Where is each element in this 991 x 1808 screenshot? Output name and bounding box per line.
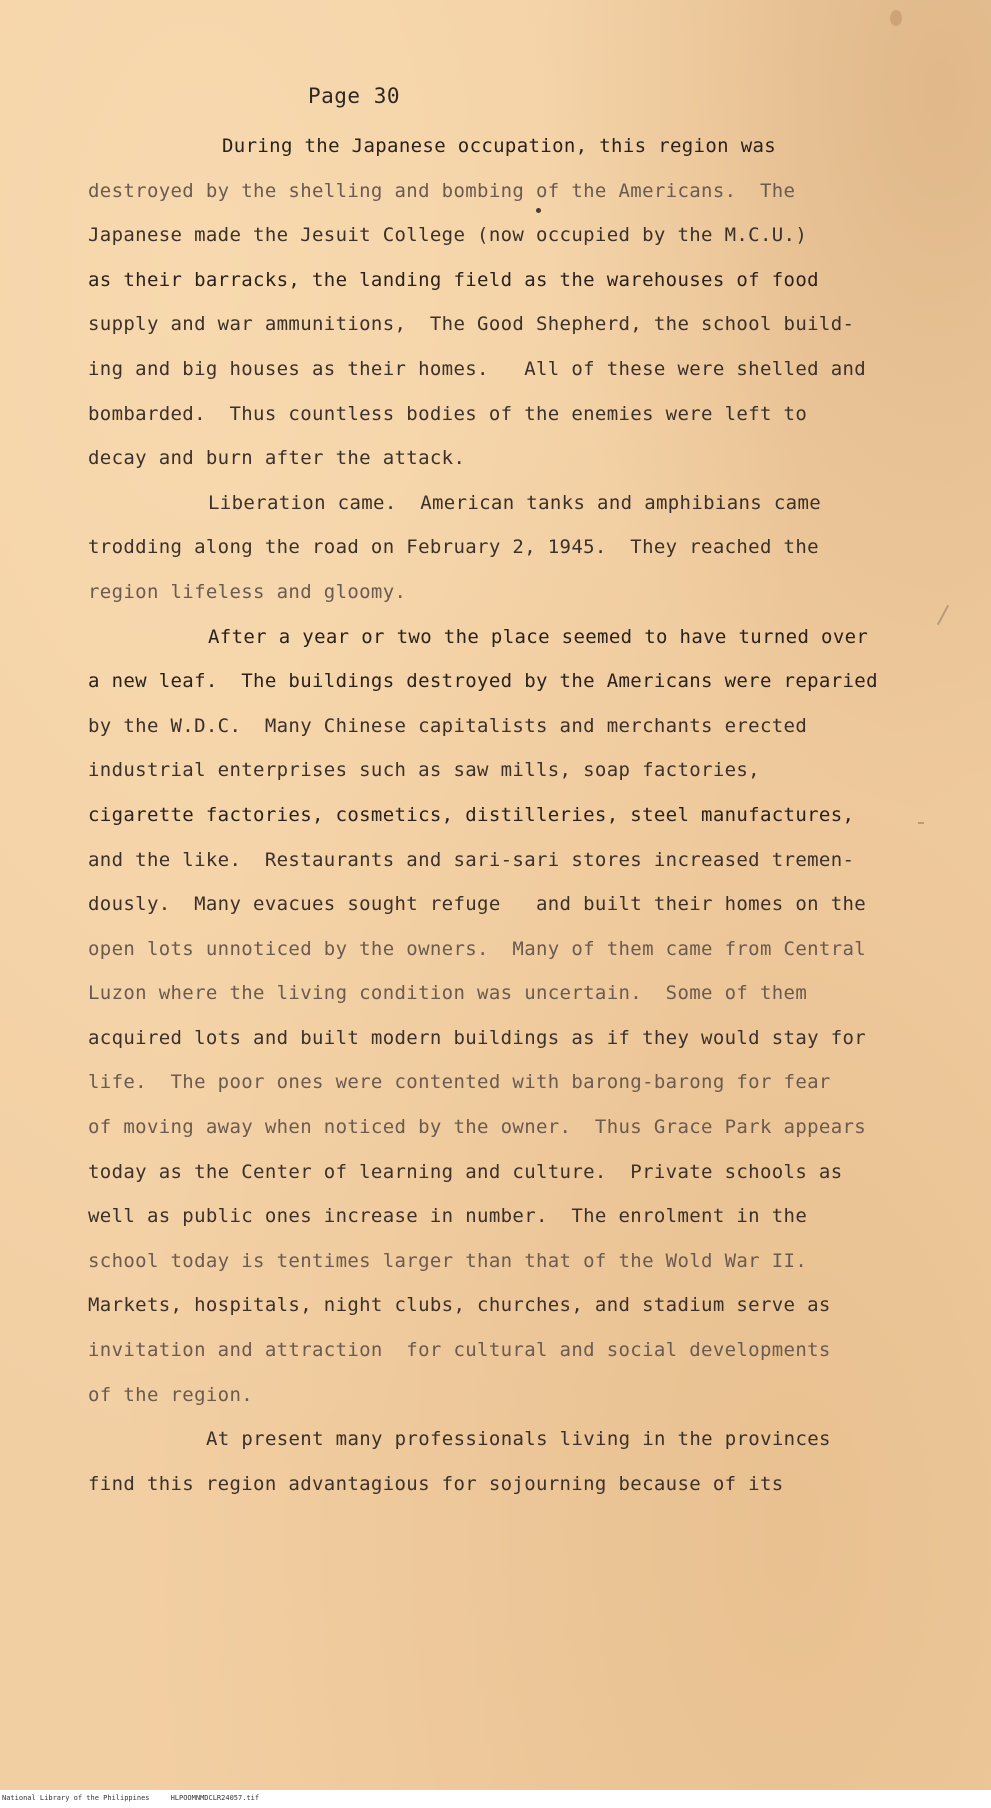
ink-speck bbox=[536, 208, 541, 213]
text-line: bombarded. Thus countless bodies of the enemies were left to bbox=[88, 402, 808, 425]
scan-footer bbox=[0, 1790, 991, 1808]
text-line: destroyed by the shelling and bombing of the Americans. The bbox=[88, 179, 796, 202]
text-line: today as the Center of learning and culture. Private schools as bbox=[88, 1160, 843, 1183]
text-line: trodding along the road on February 2, 1945. They reached the bbox=[88, 536, 819, 559]
text-line: Liberation came. American tanks and amphibians came bbox=[208, 491, 822, 514]
text-line: as their barracks, the landing field as the warehouses of food bbox=[88, 268, 819, 291]
paragraph-occupation bbox=[88, 124, 918, 481]
text-line: region lifeless and gloomy. bbox=[88, 580, 407, 603]
scan-source-label: National Library of the Philippines HLPOOMNMDCLR24057.tif bbox=[2, 1794, 260, 1802]
page-number: Page 30 bbox=[308, 84, 401, 108]
text-line: invitation and attraction for cultural and social developments bbox=[88, 1339, 831, 1362]
text-line: school today is tentimes larger than that of the Wold War II. bbox=[88, 1249, 808, 1272]
text-line: Markets, hospitals, night clubs, churches, and stadium serve as bbox=[88, 1294, 831, 1317]
text-line: acquired lots and built modern buildings as if they would stay for bbox=[88, 1026, 867, 1049]
text-line: At present many professionals living in the provinces bbox=[206, 1428, 831, 1451]
text-line: ing and big houses as their homes. All of these were shelled and bbox=[88, 357, 867, 380]
text-line: cigarette factories, cosmetics, distilleries, steel manufactures, bbox=[88, 803, 855, 826]
text-line: open lots unnoticed by the owners. Many of them came from Central bbox=[88, 937, 867, 960]
text-line: by the W.D.C. Many Chinese capitalists and merchants erected bbox=[88, 714, 808, 737]
text-line: well as public ones increase in number. The enrolment in the bbox=[88, 1205, 808, 1228]
paragraph-liberation bbox=[88, 481, 918, 615]
text-line: industrial enterprises such as saw mills, soap factories, bbox=[88, 759, 760, 782]
text-line: of moving away when noticed by the owner. Thus Grace Park appears bbox=[88, 1116, 867, 1139]
text-line: a new leaf. The buildings destroyed by the Americans were reparied bbox=[88, 670, 878, 693]
text-line: and the like. Restaurants and sari-sari stores increased tremen- bbox=[88, 848, 855, 871]
paragraph-present bbox=[88, 1417, 918, 1506]
text-line: After a year or two the place seemed to have turned over bbox=[208, 625, 869, 648]
text-line: supply and war ammunitions, The Good Shepherd, the school build- bbox=[88, 313, 855, 336]
text-line: dously. Many evacues sought refuge and built their homes on the bbox=[88, 893, 867, 916]
text-line: find this region advantagious for sojourning because of its bbox=[88, 1472, 784, 1495]
text-line: Luzon where the living condition was uncertain. Some of them bbox=[88, 982, 808, 1005]
text-line: decay and burn after the attack. bbox=[88, 447, 466, 470]
text-line: Japanese made the Jesuit College (now occupied by the M.C.U.) bbox=[88, 224, 808, 247]
text-line: life. The poor ones were contented with barong-barong for fear bbox=[88, 1071, 831, 1094]
text-line: of the region. bbox=[88, 1383, 254, 1406]
text-line: During the Japanese occupation, this region was bbox=[222, 135, 777, 157]
margin-tick bbox=[918, 822, 924, 824]
body-text bbox=[88, 124, 918, 1506]
margin-stroke bbox=[937, 605, 949, 625]
page-stain bbox=[890, 10, 902, 26]
paragraph-postwar bbox=[88, 615, 918, 1418]
